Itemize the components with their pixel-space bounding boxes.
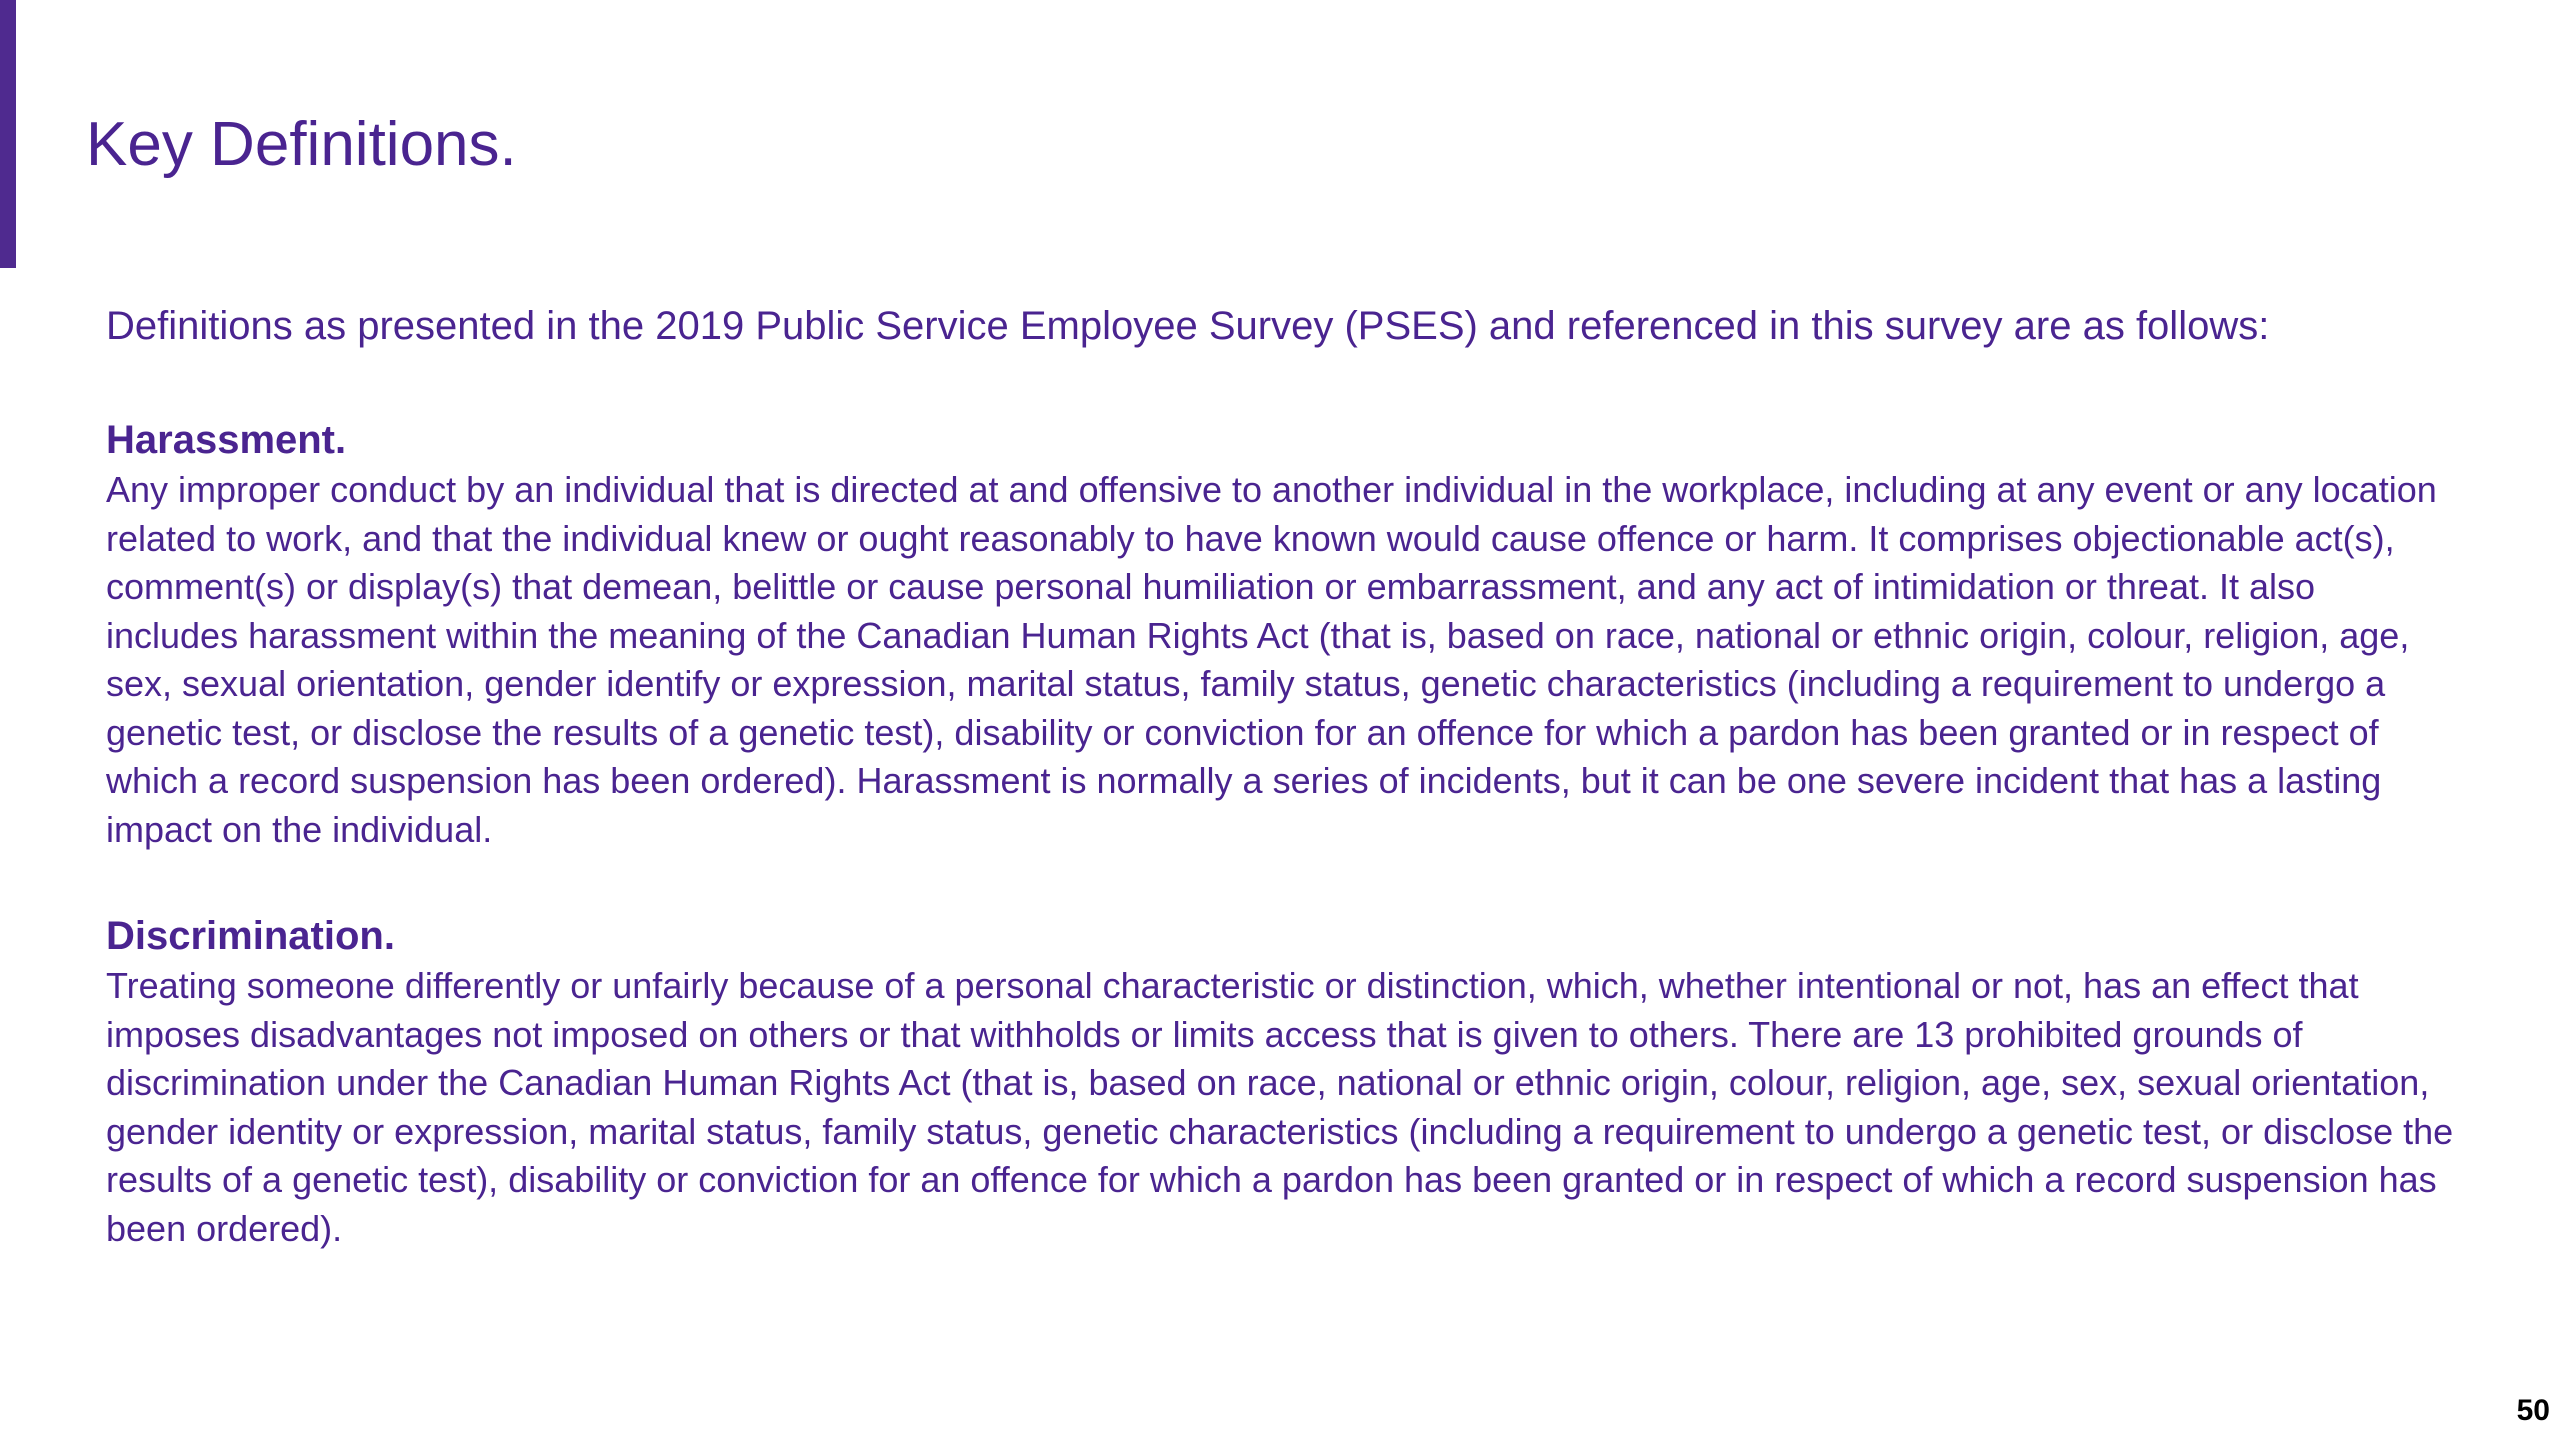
definition-harassment [106, 414, 2456, 854]
page-number: 50 [2516, 1394, 2550, 1427]
definition-text: Any improper conduct by an individual that is directed at and offensive to another individual in the workplace, including at any event or any location related to work, and that the individual knew or ought reasonably to have known would cause offence or harm. It comprises objectionable act(s), comment(s) or display(s) that demean, belittle or cause personal humiliation or embarrassment, and any act of intimidation or threat. It also includes harassment within the meaning of the Canadian Human Rights Act (that is, based on race, national or ethnic origin, colour, religion, age, sex, sexual orientation, gender identify or expression, marital status, family status, genetic characteristics (including a requirement to undergo a genetic test, or disclose the results of a genetic test), disability or conviction for an offence for which a pardon has been granted or in respect of which a record suspension has been ordered). Harassment is normally a series of incidents, but it can be one severe incident that has a lasting impact on the individual. [106, 469, 2437, 850]
definition-term: Harassment. [106, 418, 347, 462]
intro-text: Definitions as presented in the 2019 Public Service Employee Survey (PSES) and referenced in this survey are as follows: [106, 304, 2270, 348]
title-accent-bar [0, 0, 16, 268]
definition-term: Discrimination. [106, 914, 395, 958]
definition-discrimination [106, 910, 2456, 1253]
definitions-content [106, 296, 2456, 1309]
page-title: Key Definitions. [86, 110, 517, 179]
definition-text: Treating someone differently or unfairly because of a personal characteristic or distinction, which, whether intentional or not, has an effect that imposes disadvantages not imposed on others or that withholds or limits access that is given to others. There are 13 prohibited grounds of discrimination under the Canadian Human Rights Act (that is, based on race, national or ethnic origin, colour, religion, age, sex, sexual orientation, gender identity or expression, marital status, family status, genetic characteristics (including a requirement to undergo a genetic test, or disclose the results of a genetic test), disability or conviction for an offence for which a pardon has been granted or in respect of which a record suspension has been ordered). [106, 965, 2454, 1249]
